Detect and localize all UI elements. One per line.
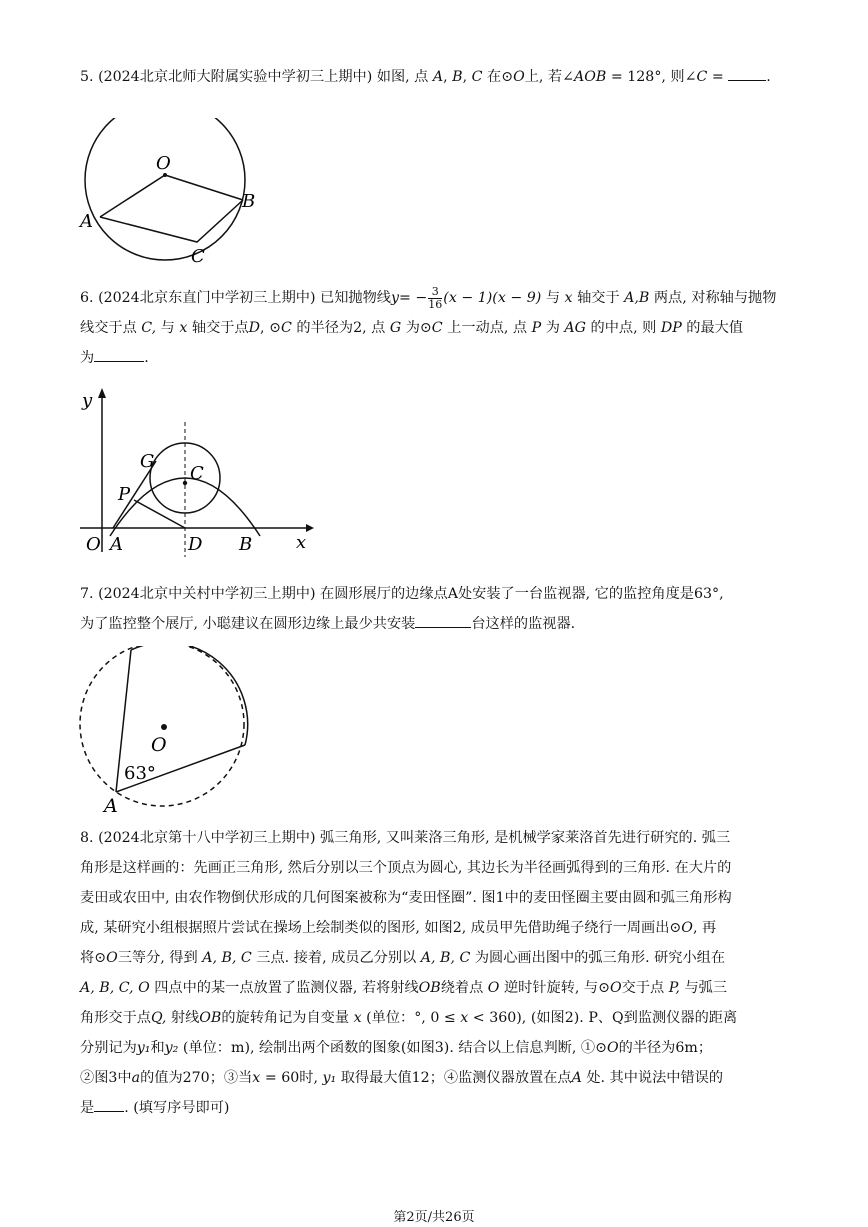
q8-text: 四点中的某一点放置了监测仪器, 若将射线 (154, 980, 419, 996)
q8-line-10 (80, 1093, 792, 1123)
q5-text: = 128°, 则∠ (610, 69, 697, 85)
q7-text: 为了监控整个展厅, 小聪建议在圆形边缘上最少共安装 (80, 616, 416, 632)
q6-equation: (x − 1)(x − 9) (443, 290, 542, 306)
q6-label-p: P (118, 484, 131, 505)
q8-text: 弧三角形, 又叫莱洛三角形, 是机械学家莱洛首先进行研究的. 弧三 (320, 830, 731, 846)
q6-text: 与 (545, 290, 561, 306)
q8-answer-blank (94, 1097, 124, 1112)
q6-answer-blank (94, 347, 144, 362)
q6-line-3 (80, 343, 792, 373)
q8-var: x (353, 1010, 362, 1026)
q8-text: 分别记为 (80, 1040, 137, 1056)
q8-var: OB (199, 1010, 222, 1026)
q8-text: 绕着点 (440, 980, 484, 996)
q8-line-9 (80, 1063, 792, 1093)
q5-line-1: 5. (2024北京北师大附属实验中学初三上期中) 如图, 点 A, B, C 在⊙O上, 若∠AOB = 128°, 则∠C = . (80, 62, 792, 92)
q6-point-d: D (248, 320, 261, 336)
q5-point: B (452, 69, 463, 85)
q6-text: 为 (545, 320, 560, 336)
q5-text: 如图, 点 (376, 69, 429, 85)
q6-figure (74, 382, 324, 557)
q7-label-o: O (151, 734, 167, 756)
q8-var: A, B, C, O (80, 980, 150, 996)
q6-line-1 (80, 283, 792, 313)
q8-line-1 (80, 823, 792, 853)
q6-label-o: O (86, 534, 101, 555)
q8-source: (2024北京第十八中学初三上期中) (98, 830, 316, 846)
q6-segment-dp: DP (660, 320, 682, 336)
q8-var: y₁ (322, 1070, 337, 1086)
q8-text: 逆时针旋转, 与⊙ (503, 980, 610, 996)
q7-answer-blank (415, 613, 471, 628)
q6-line-2 (80, 313, 792, 343)
q8-text: 角形交于点 (80, 1010, 151, 1026)
q5-radii (100, 175, 243, 217)
q6-label-a: A (110, 534, 123, 555)
q7-label-a: A (104, 795, 118, 817)
q5-circle-o (85, 118, 245, 260)
page-footer: 第2页/共26页 (393, 1210, 475, 1225)
q6-text: 为⊙ (405, 320, 432, 336)
q6-segment-dp-line (134, 500, 185, 528)
q8-var: Q, (150, 1010, 167, 1026)
q7-text: 台这样的监视器. (471, 616, 576, 632)
q8-var: y₁ (136, 1040, 151, 1056)
q6-fraction-den: 16 (428, 297, 443, 311)
q6-fraction (428, 286, 442, 311)
q6-text: 的半径为2, 点 (296, 320, 386, 336)
q8-text: . (填写序号即可) (124, 1100, 230, 1116)
q7-center-dot (161, 724, 167, 730)
q8-line-4 (80, 913, 792, 943)
q6-text: 两点, 对称轴与抛物 (653, 290, 777, 306)
q6-label-x: x (296, 532, 307, 553)
q5-label-o: O (156, 153, 171, 174)
q8-var: O (606, 1040, 619, 1056)
q8-text: 射线 (170, 1010, 200, 1026)
q8-text: 交于点 (621, 980, 665, 996)
q6-text: , ⊙ (260, 320, 281, 336)
q6-y-arrow (98, 388, 106, 398)
q7-source: (2024北京中关村中学初三上期中) (98, 586, 316, 602)
q8-line-8 (80, 1033, 792, 1063)
q8-var: O (681, 920, 693, 936)
q5-point: C (471, 69, 483, 85)
q8-text: (单位：m), 绘制出两个函数的图象(如图3). 结合以上信息判断, ①⊙ (182, 1040, 607, 1056)
q6-center-dot (183, 481, 187, 485)
q7-text: 在圆形展厅的边缘点A处安装了一台监视器, 它的监控角度是63°, (320, 586, 724, 602)
q7-line-1 (80, 579, 792, 609)
q8-var: A, B, C (420, 950, 471, 966)
q6-var-x: x (564, 290, 573, 306)
q8-text: 将⊙ (80, 950, 107, 966)
q6-label-b: B (239, 534, 253, 555)
q7-figure (76, 646, 256, 821)
q8-text: 麦田或农田中, 由农作物倒伏形成的几何图案被称为“麦田怪圈”. 图1中的麦田怪圈主要由圆和弧三角形构 (80, 890, 732, 906)
q8-var: A (571, 1070, 582, 1086)
q8-text: 为圆心画出图中的弧三角形. 研究小组在 (474, 950, 726, 966)
q6-var-y: y (390, 290, 399, 306)
q6-point-c: C (280, 320, 292, 336)
q6-number: 6. (80, 290, 94, 306)
question-8 (80, 823, 792, 1123)
q5-label-a: A (80, 211, 93, 232)
q8-var: A, B, C (202, 950, 252, 966)
q6-text: 上一动点, 点 (447, 320, 528, 336)
q6-text: 与 (160, 320, 175, 336)
question-5 (80, 62, 792, 92)
q6-point-c: C, (141, 320, 157, 336)
q7-angle-label: 63° (124, 763, 156, 784)
q8-line-6 (80, 973, 792, 1003)
q8-var: OB (418, 980, 441, 996)
q6-text: 的最大值 (686, 320, 744, 336)
q7-monitored-arc (131, 646, 248, 745)
q7-number: 7. (80, 586, 94, 602)
question-6 (80, 283, 792, 373)
q8-text: 的半径为6m； (618, 1040, 713, 1056)
q6-text: 轴交于 (577, 290, 620, 306)
q6-point-c: C (431, 320, 443, 336)
q5-point: O (513, 69, 525, 85)
q6-label-y: y (82, 390, 93, 411)
q8-text: 取得最大值12；④监测仪器放置在点 (340, 1070, 572, 1086)
q6-text: 已知抛物线 (320, 290, 391, 306)
q8-var: O (487, 980, 500, 996)
q5-text: = (711, 69, 724, 85)
q8-line-3 (80, 883, 792, 913)
q8-text: 是 (80, 1100, 95, 1116)
q5-point: A (432, 69, 444, 85)
q6-points-ab: A,B (624, 290, 650, 306)
q8-text: 三等分, 得到 (117, 950, 198, 966)
q5-text: . (766, 69, 771, 85)
q6-segment-ag: AG (564, 320, 587, 336)
q8-text: (单位：°, 0 ≤ (366, 1010, 456, 1026)
q8-var: a (131, 1070, 141, 1086)
q6-label-g: G (140, 451, 155, 472)
q8-var: O (610, 980, 622, 996)
q6-text: 的中点, 则 (590, 320, 657, 336)
q5-label-b: B (242, 191, 256, 212)
q8-var: x (460, 1010, 469, 1026)
q6-text: . (144, 350, 149, 366)
q5-answer-blank (728, 66, 766, 81)
q6-label-c: C (190, 463, 204, 484)
q8-var: P, (668, 980, 680, 996)
q6-text: 线交于点 (80, 320, 137, 336)
q8-text: ②图3中 (80, 1070, 132, 1086)
q8-number: 8. (80, 830, 94, 846)
q8-line-2 (80, 853, 792, 883)
q6-point-g: G (389, 320, 402, 336)
q5-source: (2024北京北师大附属实验中学初三上期中) (98, 69, 373, 85)
q8-line-5 (80, 943, 792, 973)
q8-text: 三点. 接着, 成员乙分别以 (256, 950, 417, 966)
q5-angle-aob: AOB (574, 69, 607, 85)
q6-text: 轴交于点 (191, 320, 249, 336)
q8-text: 与弧三 (684, 980, 728, 996)
q5-label-c: C (191, 246, 205, 267)
q6-point-p: P (531, 320, 542, 336)
q6-var-x: x (179, 320, 188, 336)
q8-var: y₂ (164, 1040, 179, 1056)
q6-fraction-num: 3 (428, 286, 442, 299)
q8-var: x (252, 1070, 261, 1086)
q5-text: 上, 若∠ (524, 69, 575, 85)
q6-label-d: D (188, 534, 203, 555)
q8-text: 角形是这样画的：先画正三角形, 然后分别以三个顶点为圆心, 其边长为半径画弧得到的三角形. 在大片的 (80, 860, 732, 876)
q8-text: = 60时, (264, 1070, 318, 1086)
q8-text: < 360), (如图2). P、Q到监测仪器的距离 (472, 1010, 738, 1026)
q6-x-arrow (306, 524, 314, 532)
q5-figure (70, 118, 270, 268)
q5-angle-c: C (696, 69, 708, 85)
q5-number: 5. (80, 69, 94, 85)
q8-text: 处. 其中说法中错误的 (586, 1070, 724, 1086)
q8-text: 的旋转角记为自变量 (221, 1010, 350, 1026)
q6-source: (2024北京东直门中学初三上期中) (98, 290, 316, 306)
q6-text: = − (398, 290, 428, 306)
q8-text: 的值为270；③当 (140, 1070, 253, 1086)
q8-line-7 (80, 1003, 792, 1033)
q8-var: O (106, 950, 118, 966)
q7-line-2 (80, 609, 792, 639)
q6-text: 为 (80, 350, 95, 366)
question-7 (80, 579, 792, 639)
q5-text: 在⊙ (487, 69, 514, 85)
q8-text: 和 (150, 1040, 165, 1056)
q8-text: , 再 (692, 920, 717, 936)
q8-text: 成, 某研究小组根据照片尝试在操场上绘制类似的图形, 如图2, 成员甲先借助绳子绕行一周画出⊙ (80, 920, 682, 936)
